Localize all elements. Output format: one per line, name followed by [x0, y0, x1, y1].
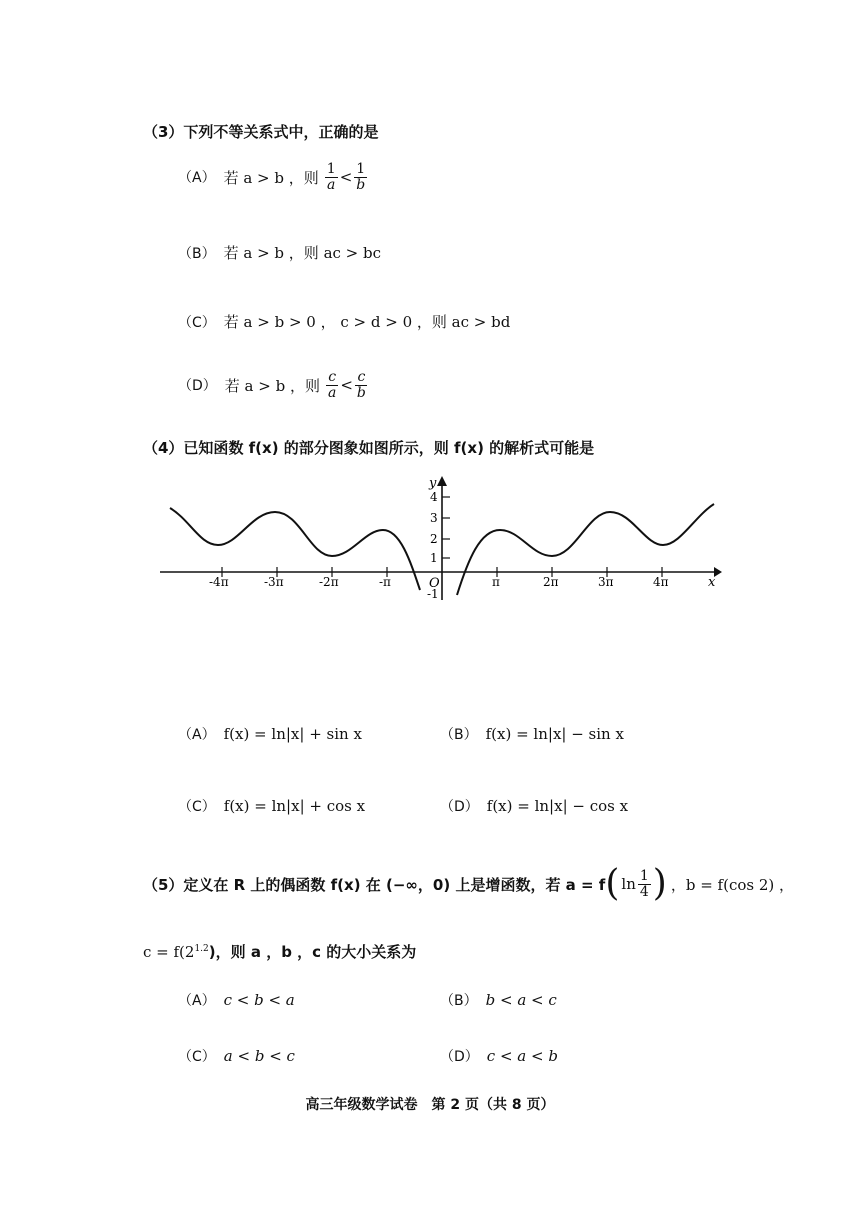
q4-option-b[interactable]: [440, 724, 624, 744]
q4-option-a[interactable]: [178, 724, 362, 744]
q5-stem-line2: [143, 941, 416, 962]
y-axis-label: y: [429, 476, 437, 491]
q3-option-d-right-fraction: $\frac{c}{b}$: [356, 369, 366, 401]
q4-option-d-text: f(x) = ln|x| − cos x: [486, 797, 629, 815]
q3-stem: （3）下列不等关系式中，正确的是: [143, 123, 379, 141]
q3-option-a-relation: <: [339, 168, 353, 187]
origin-label: O: [429, 576, 440, 591]
q4-option-d-label: （D）: [440, 799, 479, 815]
q3-option-d[interactable]: [178, 370, 370, 400]
q5-line2-post: )，则 a ，b ，c 的大小关系为: [208, 943, 417, 961]
q3-option-a-right-fraction: $\frac{1}{b}$: [356, 161, 366, 193]
y-tick-label-2: 2: [430, 532, 438, 546]
q5-fraction: $\frac{1}{4}$: [639, 867, 649, 900]
q4-option-c[interactable]: [178, 796, 365, 816]
q5-option-c[interactable]: [178, 1046, 295, 1066]
q5-option-d-label: （D）: [440, 1049, 479, 1065]
q5-stem-post: ，b = f(cos 2) ，: [670, 875, 794, 894]
right-paren: ): [652, 863, 667, 904]
q4-option-a-text: f(x) = ln|x| + sin x: [223, 725, 362, 743]
y-axis-arrow-icon: [437, 476, 447, 486]
q3-option-b-text: 若 a > b ，则 ac > bc: [223, 244, 382, 262]
y-tick-label-3: 3: [430, 511, 438, 525]
x-tick-label-minus3pi: -3π: [264, 575, 284, 589]
q5-option-b[interactable]: [440, 990, 557, 1010]
q5-option-c-text: a < b < c: [223, 1047, 295, 1065]
q3-option-a-premise: 若 a > b ，则: [223, 168, 319, 187]
q5-option-d-text: c < a < b: [486, 1047, 558, 1065]
q3-option-c[interactable]: [178, 311, 510, 332]
q4-option-d[interactable]: [440, 796, 628, 816]
q5-option-b-label: （B）: [440, 993, 478, 1009]
page-footer: 高三年级数学试卷 第 2 页（共 8 页）: [305, 1097, 555, 1113]
q3-option-b[interactable]: [178, 242, 381, 263]
q4-option-b-label: （B）: [440, 727, 478, 743]
x-tick-label-pi: π: [492, 575, 500, 589]
y-ticks: [442, 497, 450, 558]
q3-option-a[interactable]: [178, 162, 369, 192]
q5-option-a-label: （A）: [178, 993, 216, 1009]
q3-option-c-text: 若 a > b > 0 ， c > d > 0 ，则 ac > bd: [223, 313, 511, 331]
x-tick-label-2pi: 2π: [543, 575, 559, 589]
q3-option-a-label: （A）: [178, 170, 216, 187]
q3-option-d-premise: 若 a > b ，则: [224, 376, 320, 395]
q3-option-d-label: （D）: [178, 378, 217, 395]
q5-option-d[interactable]: [440, 1046, 558, 1066]
q5-option-c-label: （C）: [178, 1049, 216, 1065]
q5-stem-line1: [143, 863, 794, 904]
q4-option-c-text: f(x) = ln|x| + cos x: [223, 797, 366, 815]
q5-ln: ln: [621, 875, 636, 893]
left-paren: (: [605, 863, 620, 904]
q5-option-a[interactable]: [178, 990, 295, 1010]
q5-line2-pre: c = f(2: [143, 943, 195, 961]
q3-option-d-relation: <: [340, 376, 353, 395]
x-tick-label-3pi: 3π: [598, 575, 614, 589]
y-tick-label-1: 1: [430, 551, 438, 565]
y-tick-label-minus1: -1: [427, 587, 439, 601]
x-tick-label-minus4pi: -4π: [209, 575, 229, 589]
x-tick-label-4pi: 4π: [653, 575, 669, 589]
q4-option-b-text: f(x) = ln|x| − sin x: [485, 725, 624, 743]
q3-option-a-left-fraction: $\frac{1}{a}$: [326, 161, 336, 193]
q3-option-c-label: （C）: [178, 314, 216, 331]
x-tick-label-minus2pi: -2π: [319, 575, 339, 589]
q4-function-graph: [0, 470, 860, 610]
q5-option-b-text: b < a < c: [485, 991, 557, 1009]
y-tick-label-4: 4: [430, 490, 438, 504]
q5-stem-pre: （5）定义在 R 上的偶函数 f(x) 在 (−∞，0) 上是增函数，若 a = f: [143, 875, 606, 894]
q4-stem: （4）已知函数 f(x) 的部分图象如图所示，则 f(x) 的解析式可能是: [143, 439, 595, 457]
q3-option-b-label: （B）: [178, 245, 216, 262]
q4-option-a-label: （A）: [178, 727, 216, 743]
q5-line2-exponent: 1.2: [194, 944, 209, 954]
x-axis-label: x: [708, 575, 716, 590]
q5-option-a-text: c < b < a: [223, 991, 295, 1009]
q4-option-c-label: （C）: [178, 799, 216, 815]
x-tick-label-minuspi: -π: [379, 575, 391, 589]
q3-option-d-left-fraction: $\frac{c}{a}$: [327, 369, 337, 401]
